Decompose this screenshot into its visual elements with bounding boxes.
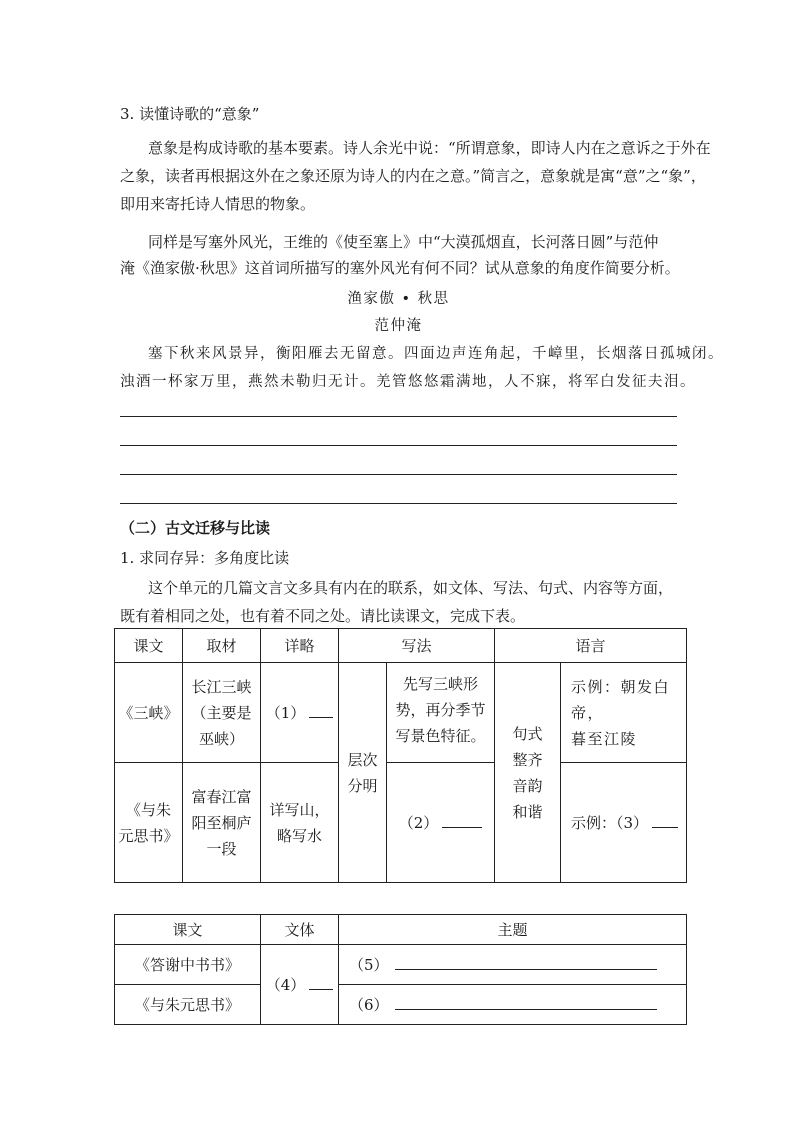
header-text: 课文 [115,629,183,663]
answer-line[interactable] [120,503,677,504]
row-title: 《三峡》 [115,663,183,763]
paragraph-line: 既有着相同之处，也有着不同之处。请比读课文，完成下表。 [120,607,526,625]
language-shared: 句式 整齐 音韵 和谐 [495,663,561,883]
answer-line[interactable] [120,474,677,475]
row-detail: 详写山， 略写水 [261,763,339,883]
language-example: 示例：朝发白帝， 暮至江陵 [561,663,687,763]
sub-heading: 1. 求同存异：多角度比读 [120,549,290,567]
answer-cell-4[interactable]: （4） [261,945,339,1025]
header-detail: 详略 [261,629,339,663]
theme-table [114,914,687,1025]
paragraph-line: 淹《渔家傲·秋思》这首词所描写的塞外风光有何不同？试从意象的角度作简要分析。 [120,259,680,277]
answer-line[interactable] [120,416,677,417]
section-heading: （二）古文迁移与比读 [120,519,271,537]
row-title: 《与朱元思书》 [115,985,261,1025]
paragraph-line: 之象，读者再根据这外在之象还原为诗人的内在之意。”简言之，意象就是寓“意”之“象”， [120,167,706,185]
answer-cell-2[interactable]: （2） [387,763,495,883]
row-title: 《答谢中书书》 [115,945,261,985]
answer-cell-6[interactable]: （6） [339,985,687,1025]
row-material: 富春江富 阳至桐庐 一段 [183,763,261,883]
section-heading: 3. 读懂诗歌的“意象” [120,105,260,123]
row-method-detail: 先写三峡形 势，再分季节 写景色特征。 [387,663,495,763]
poem-line: 浊酒一杯家万里，燕然未勒归无计。羌管悠悠霜满地，人不寐，将军白发征夫泪。 [120,374,696,390]
paragraph-line: 意象是构成诗歌的基本要素。诗人余光中说：“所谓意象，即诗人内在之意诉之于外在 [148,139,711,157]
poem-title: 渔家傲 • 秋思 [347,291,450,307]
answer-cell-3[interactable]: 示例：（3） [561,763,687,883]
header-method: 写法 [339,629,495,663]
poem-line: 塞下秋来风景异，衡阳雁去无留意。四面边声连角起，千嶂里，长烟落日孤城闭。 [148,346,724,362]
header-text: 课文 [115,915,261,945]
paragraph-line: 这个单元的几篇文言文多具有内在的联系，如文体、写法、句式、内容等方面， [148,579,674,597]
answer-cell-5[interactable]: （5） [339,945,687,985]
row-material: 长江三峡 （主要是 巫峡） [183,663,261,763]
paragraph-line: 即用来寄托诗人情思的物象。 [120,195,316,213]
answer-cell-1[interactable]: （1） [261,663,339,763]
row-title: 《与朱 元思书》 [115,763,183,883]
header-theme: 主题 [339,915,687,945]
header-genre: 文体 [261,915,339,945]
answer-line[interactable] [120,445,677,446]
poem-author: 范仲淹 [374,318,423,334]
header-language: 语言 [495,629,687,663]
paragraph-line: 同样是写塞外风光，王维的《使至塞上》中“大漠孤烟直，长河落日圆”与范仲 [148,233,659,251]
method-shared: 层次 分明 [339,663,387,883]
comparison-table [114,628,687,883]
header-material: 取材 [183,629,261,663]
